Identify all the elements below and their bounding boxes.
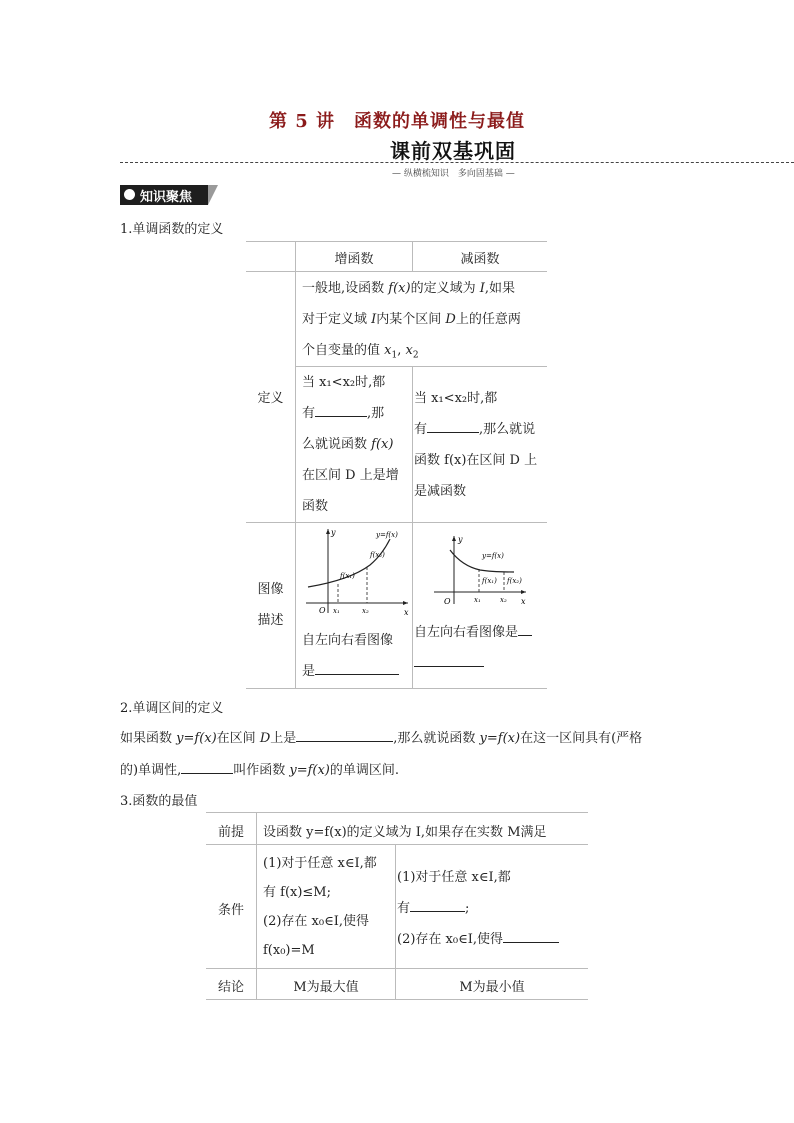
answer-blank[interactable] bbox=[427, 420, 479, 433]
min-conclusion: M为最小值 bbox=[459, 980, 525, 995]
svg-text:y=f(x): y=f(x) bbox=[376, 531, 398, 539]
answer-blank[interactable] bbox=[414, 654, 484, 667]
monotonic-definition-table bbox=[246, 241, 547, 689]
svg-text:x₂: x₂ bbox=[362, 607, 369, 615]
row-conclusion: 结论 bbox=[217, 980, 244, 995]
answer-blank[interactable] bbox=[296, 729, 393, 742]
row-premise: 前提 bbox=[217, 825, 244, 840]
row-condition: 条件 bbox=[217, 903, 244, 918]
bullet-circle-icon bbox=[124, 189, 135, 200]
section-subtitle: 课前双基巩固 bbox=[390, 139, 516, 163]
decreasing-function-graph bbox=[432, 532, 532, 608]
axis-x-label: x bbox=[404, 608, 409, 617]
min-condition: (1)对于任意 x∈I,都 有 ; (2)存在 x₀∈I,使得 bbox=[397, 862, 559, 955]
increasing-function-graph bbox=[300, 525, 412, 617]
answer-blank[interactable] bbox=[315, 662, 399, 675]
svg-text:O: O bbox=[444, 597, 451, 606]
row-image-description: 图像 描述 bbox=[257, 582, 284, 628]
svg-text:f(x₁): f(x₁) bbox=[482, 577, 497, 585]
section2-heading: 2.单调区间的定义 bbox=[120, 701, 224, 716]
premise-text: 设函数 y=f(x)的定义域为 I,如果存在实数 M满足 bbox=[263, 825, 547, 840]
section2-paragraph-line1: 如果函数 y=f(x)在区间 D上是 ,那么就说函数 y=f(x)在这一区间具有(严格 bbox=[120, 731, 643, 746]
max-condition: (1)对于任意 x∈I,都 有 f(x)≤M; (2)存在 x₀∈I,使得 f(x₀)=M bbox=[263, 856, 377, 958]
section1-heading: 1.单调函数的定义 bbox=[120, 222, 224, 237]
extreme-value-table bbox=[206, 812, 588, 1000]
row-definition: 定义 bbox=[257, 391, 284, 406]
answer-blank[interactable] bbox=[410, 899, 465, 912]
answer-blank[interactable] bbox=[518, 623, 532, 636]
answer-blank[interactable] bbox=[181, 761, 233, 774]
svg-text:f(x₁): f(x₁) bbox=[340, 572, 355, 580]
svg-text:f(x₂): f(x₂) bbox=[507, 577, 522, 585]
section3-heading: 3.函数的最值 bbox=[120, 794, 198, 809]
section2-paragraph-line2: 的)单调性, 叫作函数 y=f(x)的单调区间. bbox=[120, 763, 400, 778]
svg-text:f(x₂): f(x₂) bbox=[370, 551, 385, 559]
decreasing-image-description: 自左向右看图像是 bbox=[414, 617, 532, 679]
max-conclusion: M为最大值 bbox=[293, 980, 359, 995]
col-decreasing: 减函数 bbox=[460, 252, 500, 267]
increasing-definition: 当 x₁<x₂时,都 有 ,那 么就说函数 f(x) 在区间 D 上是增 函数 bbox=[302, 375, 399, 514]
answer-blank[interactable] bbox=[503, 930, 559, 943]
lesson-title: 第 5 讲 函数的单调性与最值 bbox=[268, 111, 526, 132]
svg-text:x₁: x₁ bbox=[333, 607, 340, 615]
tagline: — 纵横梳知识 多向固基础 — bbox=[392, 169, 515, 179]
dashed-divider bbox=[120, 162, 794, 163]
axis-y-label: y bbox=[331, 528, 336, 537]
increasing-image-description: 自左向右看图像 是 bbox=[302, 625, 399, 687]
knowledge-badge bbox=[120, 185, 215, 205]
svg-text:x: x bbox=[521, 597, 526, 606]
svg-text:x₂: x₂ bbox=[500, 596, 507, 604]
col-increasing: 增函数 bbox=[334, 252, 374, 267]
svg-text:y: y bbox=[458, 535, 463, 544]
badge-label: 知识聚焦 bbox=[140, 190, 193, 205]
origin-label: O bbox=[319, 606, 326, 615]
common-definition: 一般地,设函数 f(x)的定义域为 I,如果 对于定义域 I内某个区间 D上的任意两 个自变量的值 $x_1$, $x_2$ bbox=[302, 281, 521, 361]
svg-text:x₁: x₁ bbox=[474, 596, 481, 604]
answer-blank[interactable] bbox=[315, 404, 367, 417]
decreasing-definition: 当 x₁<x₂时,都 有 ,那么就说 函数 f(x)在区间 D 上 是减函数 bbox=[414, 391, 538, 499]
svg-text:y=f(x): y=f(x) bbox=[482, 552, 504, 560]
